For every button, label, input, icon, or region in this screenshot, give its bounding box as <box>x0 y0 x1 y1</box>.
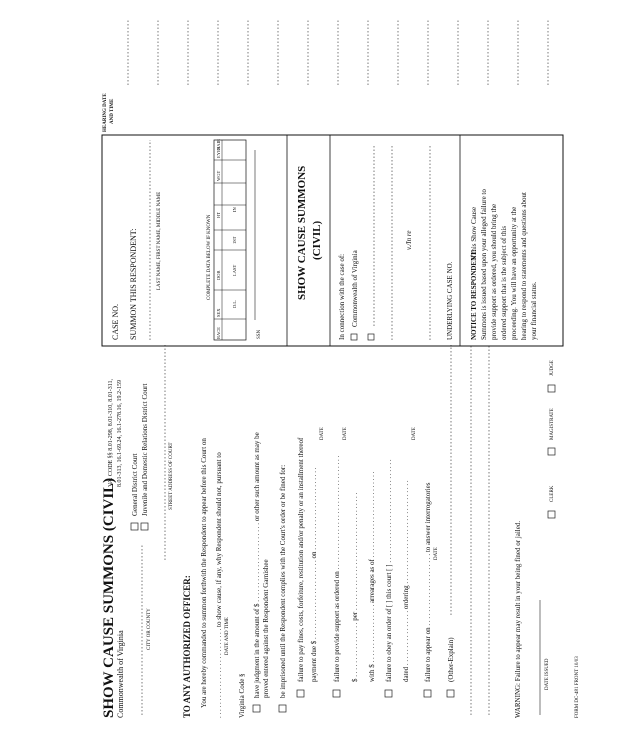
per-text: $ . . . . . . . . . . . . . . . . per . . . . . . . . . . . . . . . . . . . . . . . . . . . . . . . . . . <box>351 492 359 682</box>
judgment-checkbox[interactable] <box>253 705 260 712</box>
general-court-checkbox[interactable] <box>131 523 138 530</box>
general-court-label: General District Court <box>131 453 139 516</box>
judgment-text-2: proved entered against the Respondent Garnishee <box>262 559 270 698</box>
juvenile-court-label: Juvenile and Domestic Relations District Court <box>141 383 149 516</box>
failure-appear-text: failure to appear on . . . . . . . . . . . . . . . . . . . . . to answer interrogatories <box>424 482 432 682</box>
complete-data-label: COMPLETE DATA BELOW IF KNOWN <box>207 214 212 300</box>
to-officer-heading: TO ANY AUTHORIZED OFFICER: <box>182 575 192 718</box>
magistrate-label: MAGISTRATE <box>550 408 555 440</box>
underlying-case-label: UNDERLYING CASE NO. <box>446 261 454 340</box>
in-connection-text: In connection with the case of: <box>338 253 346 340</box>
commonwealth-option-checkbox[interactable] <box>351 334 357 340</box>
imprisoned-checkbox[interactable] <box>279 705 286 712</box>
magistrate-checkbox[interactable] <box>548 448 555 455</box>
right-panel <box>102 135 563 346</box>
notice-text-2: Summons is issued based upon your alleged failure to <box>480 189 488 340</box>
main-form <box>101 345 580 718</box>
show-cause-text: . . . . . . . . . . . . . . . . . . . . . . . . . . to show cause, if any, why Respondent should not, pursuant to <box>215 452 223 718</box>
failure-obey-text: failure to obey an order of [ ] this court [ ] . . . . . . . . . . . . . . . . . . . . . . . . . . . . . . <box>385 459 393 682</box>
appear-date-label: DATE <box>434 547 439 560</box>
commonwealth-option-label: Commonwealth of Virginia <box>351 250 359 327</box>
id-header-eyes: EYES <box>216 146 221 158</box>
judge-label: JUDGE <box>550 360 555 376</box>
command-text: You are hereby commanded to summon forthwith the Respondent to appear before this Court on <box>200 438 208 708</box>
street-address-label: STREET ADDRESS OF COURT <box>169 442 174 510</box>
summon-respondent: SUMMON THIS RESPONDENT: <box>129 228 138 340</box>
failure-support-text: failure to provide support as ordered on . . . . . . . . . . . . . . . . . . . . . . . . . . . . . . . . . <box>333 455 341 682</box>
notice-text-5: proceeding. You will have an opportunity at the <box>510 206 518 340</box>
hearing-lines <box>128 20 548 85</box>
id-sub-last: LAST <box>232 264 237 276</box>
arrearages-text: with $ . . . . . . . . . . . . . . . . . arrearages as of . . . . . . . . . . . . . . . . . . . . . . . . . <box>368 471 376 682</box>
notice-text-3: provide support as ordered, you should bring the <box>490 203 498 340</box>
notice-text-1: If this Show Cause <box>470 206 478 260</box>
obey-date-label: DATE <box>412 427 417 440</box>
other-party-checkbox[interactable] <box>368 334 374 340</box>
date-time-label: DATE AND TIME <box>225 617 230 655</box>
va-code: VA. CODE §§ 8.01-298, 8.01-310, 8.01-311, <box>108 379 114 487</box>
other-explain-checkbox[interactable] <box>447 690 454 697</box>
id-sub-dl: D.L. <box>232 299 237 308</box>
id-header-race: RACE <box>216 326 221 339</box>
failure-pay-checkbox[interactable] <box>297 690 304 697</box>
dated-text: dated . . . . . . . . . . . . . . . . ordering . . . . . . . . . . . . . . . . . . . . . . . . . . . . . . <box>402 480 410 682</box>
panel-title-2: (CIVIL) <box>311 220 323 260</box>
panel-title-1: SHOW CAUSE SUMMONS <box>296 165 308 300</box>
warning-text: WARNING: Failure to appear may result in your being fined or jailed. <box>514 520 522 718</box>
city-county-label: CITY OR COUNTY <box>147 608 152 650</box>
clerk-label: CLERK <box>550 485 555 502</box>
hearing-label-2: AND TIME <box>110 98 115 124</box>
commonwealth-label: Commonwealth of Virginia <box>116 630 125 718</box>
id-sub-first: 1ST <box>232 236 237 244</box>
ssn-label: SSN <box>257 329 262 339</box>
failure-obey-checkbox[interactable] <box>385 690 392 697</box>
date-issued-label: DATE ISSUED <box>545 658 550 690</box>
juvenile-court-checkbox[interactable] <box>141 523 148 530</box>
id-header-ht: HT <box>216 212 221 218</box>
support-date-label: DATE <box>343 427 348 440</box>
id-header-hair: HAIR <box>216 139 221 150</box>
imprisoned-text: be imprisoned until the Respondent complies with the Court's order or be fined for: <box>279 464 287 698</box>
notice-text-6: hearing to respond to statements and questions about <box>520 192 528 340</box>
hearing-column <box>103 20 548 132</box>
failure-support-checkbox[interactable] <box>333 690 340 697</box>
id-sub-in: IN <box>232 207 237 212</box>
va-code-2: 8.01-313, 16.1-69.24, 16.1-278.16, 19.2-159 <box>117 380 123 487</box>
name-label: LAST NAME, FIRST NAME, MIDDLE NAME <box>157 191 162 290</box>
failure-pay-text: failure to pay fines, costs, forfeiture, restitution and/or penalty or an installment thereof <box>297 437 305 682</box>
failure-appear-checkbox[interactable] <box>424 690 431 697</box>
clerk-checkbox[interactable] <box>548 511 555 518</box>
hearing-label-1: HEARING DATE <box>103 93 108 132</box>
form-title: SHOW CAUSE SUMMONS (CIVIL) <box>101 477 117 718</box>
notice-text-4: ordered support that is the subject of this <box>500 225 508 340</box>
notice-heading: NOTICE TO RESPONDENT: <box>470 249 478 340</box>
case-no-label: CASE NO. <box>111 303 120 340</box>
form-number: FORM DC-481 FRONT 10/03 <box>575 656 580 718</box>
notice-text-7: your financial status. <box>530 281 538 340</box>
id-header-wgt: WGT <box>216 170 221 181</box>
payment-due-text: payment due $ . . . . . . . . . . . . . . . . . . . . . . . on . . . . . . . . . . . . . . . . . . . . . . . . <box>310 467 318 682</box>
payment-date-label: DATE <box>320 427 325 440</box>
virginia-code: Virginia Code § <box>238 673 246 718</box>
judgment-text: have judgment in the amount of $ . . . . . . . . . . . . . . . . . . . . . . . or other such amount as may be <box>253 432 261 698</box>
other-explain-text: (Other-Explain) <box>447 637 455 682</box>
id-header-sex: SEX <box>216 308 221 317</box>
id-header-dob: DOB <box>216 270 221 280</box>
judge-checkbox[interactable] <box>548 385 555 392</box>
v-in-re-label: v./In re <box>405 230 413 250</box>
